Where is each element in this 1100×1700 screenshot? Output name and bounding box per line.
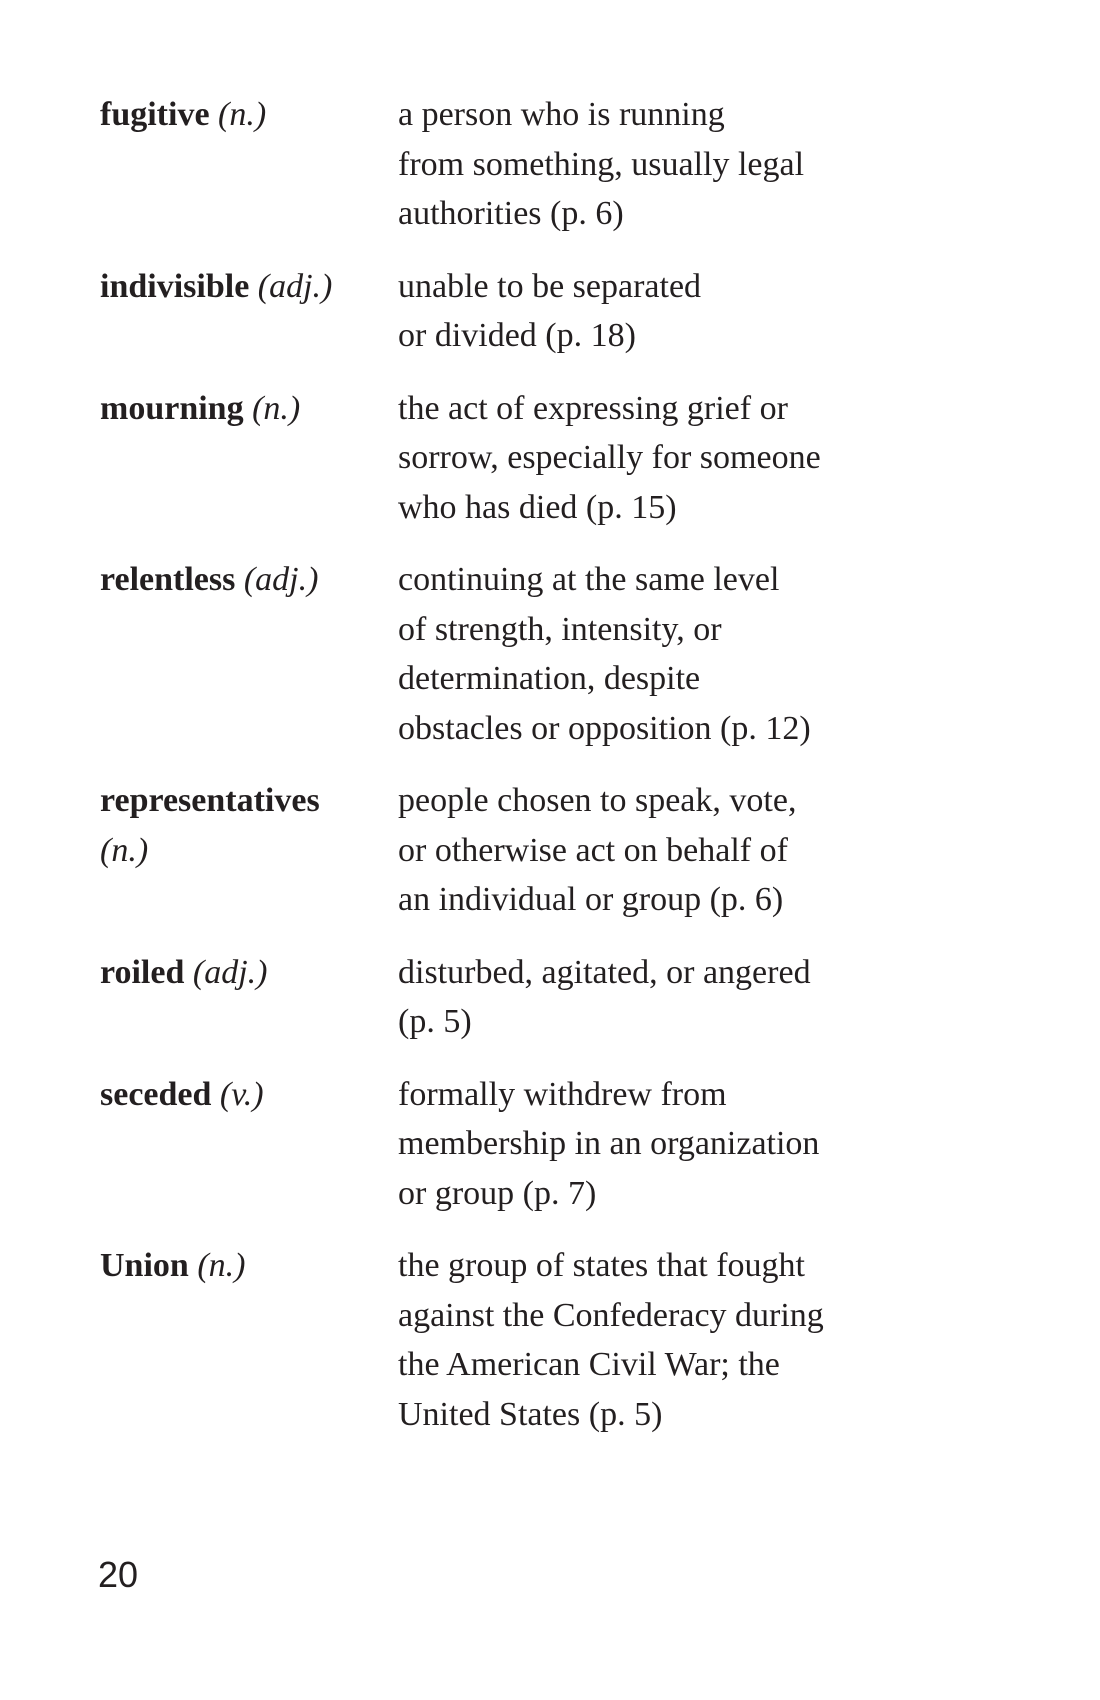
term-word: mourning [100,389,244,427]
definition-line: who has died (p. 15) [398,488,677,526]
definition-line: continuing at the same level [398,561,780,598]
glossary-definition [398,262,701,361]
glossary-list [100,90,960,1462]
definition-line: authorities (p. 6) [398,195,624,232]
glossary-entry-indivisible [100,262,960,361]
glossary-entry-representatives [100,776,960,925]
glossary-definition [398,948,811,1047]
glossary-entry-fugitive [100,90,960,239]
definition-line: United States (p. 5) [398,1395,663,1433]
part-of-speech: (n.) [218,96,267,133]
part-of-speech: (n.) [252,389,301,427]
glossary-entry-mourning [100,384,960,533]
glossary-definition [398,1241,824,1439]
definition-line: the group of states that fought [398,1247,805,1284]
part-of-speech: (adj.) [257,267,333,305]
glossary-definition [398,384,821,533]
page-number: 20 [98,1554,139,1595]
glossary-definition [398,90,804,239]
glossary-definition [398,555,811,753]
term-word: representatives [100,782,320,819]
glossary-term [100,776,398,875]
glossary-term [100,90,398,140]
glossary-term [100,1070,398,1120]
glossary-entry-roiled [100,948,960,1047]
definition-line: the American Civil War; the [398,1346,780,1383]
definition-line: an individual or group (p. 6) [398,881,784,918]
definition-line: sorrow, especially for someone [398,439,821,476]
glossary-term [100,262,398,312]
glossary-term [100,948,398,998]
definition-line: against the Confederacy during [398,1296,824,1334]
definition-line: from something, usually legal [398,145,805,183]
definition-line: or divided (p. 18) [398,317,636,354]
definition-line: disturbed, agitated, or angered [398,953,811,991]
glossary-term [100,555,398,605]
part-of-speech: (adj.) [192,953,268,991]
part-of-speech: (v.) [219,1075,264,1113]
glossary-entry-seceded [100,1070,960,1219]
part-of-speech: (n.) [100,831,149,869]
definition-line: or group (p. 7) [398,1174,597,1212]
definition-line: membership in an organization [398,1125,820,1162]
definition-line: or otherwise act on behalf of [398,831,788,869]
glossary-entry-relentless [100,555,960,753]
definition-line: of strength, intensity, or [398,610,722,648]
glossary-term [100,384,398,434]
term-word: roiled [100,953,185,991]
term-word: relentless [100,561,236,598]
term-word: Union [100,1247,189,1284]
part-of-speech: (adj.) [243,561,319,598]
definition-line: unable to be separated [398,267,702,305]
definition-line: a person who is running [398,96,725,133]
part-of-speech: (n.) [197,1247,246,1284]
glossary-entry-union [100,1241,960,1439]
definition-line: people chosen to speak, vote, [398,782,797,819]
definition-line: (p. 5) [398,1003,472,1040]
definition-line: obstacles or opposition (p. 12) [398,709,811,747]
definition-line: the act of expressing grief or [398,389,788,427]
term-word: indivisible [100,267,250,305]
term-word: fugitive [100,96,210,133]
glossary-definition [398,1070,819,1219]
glossary-definition [398,776,796,925]
definition-line: formally withdrew from [398,1075,727,1113]
definition-line: determination, despite [398,660,701,697]
term-word: seceded [100,1075,212,1113]
glossary-term [100,1241,398,1291]
